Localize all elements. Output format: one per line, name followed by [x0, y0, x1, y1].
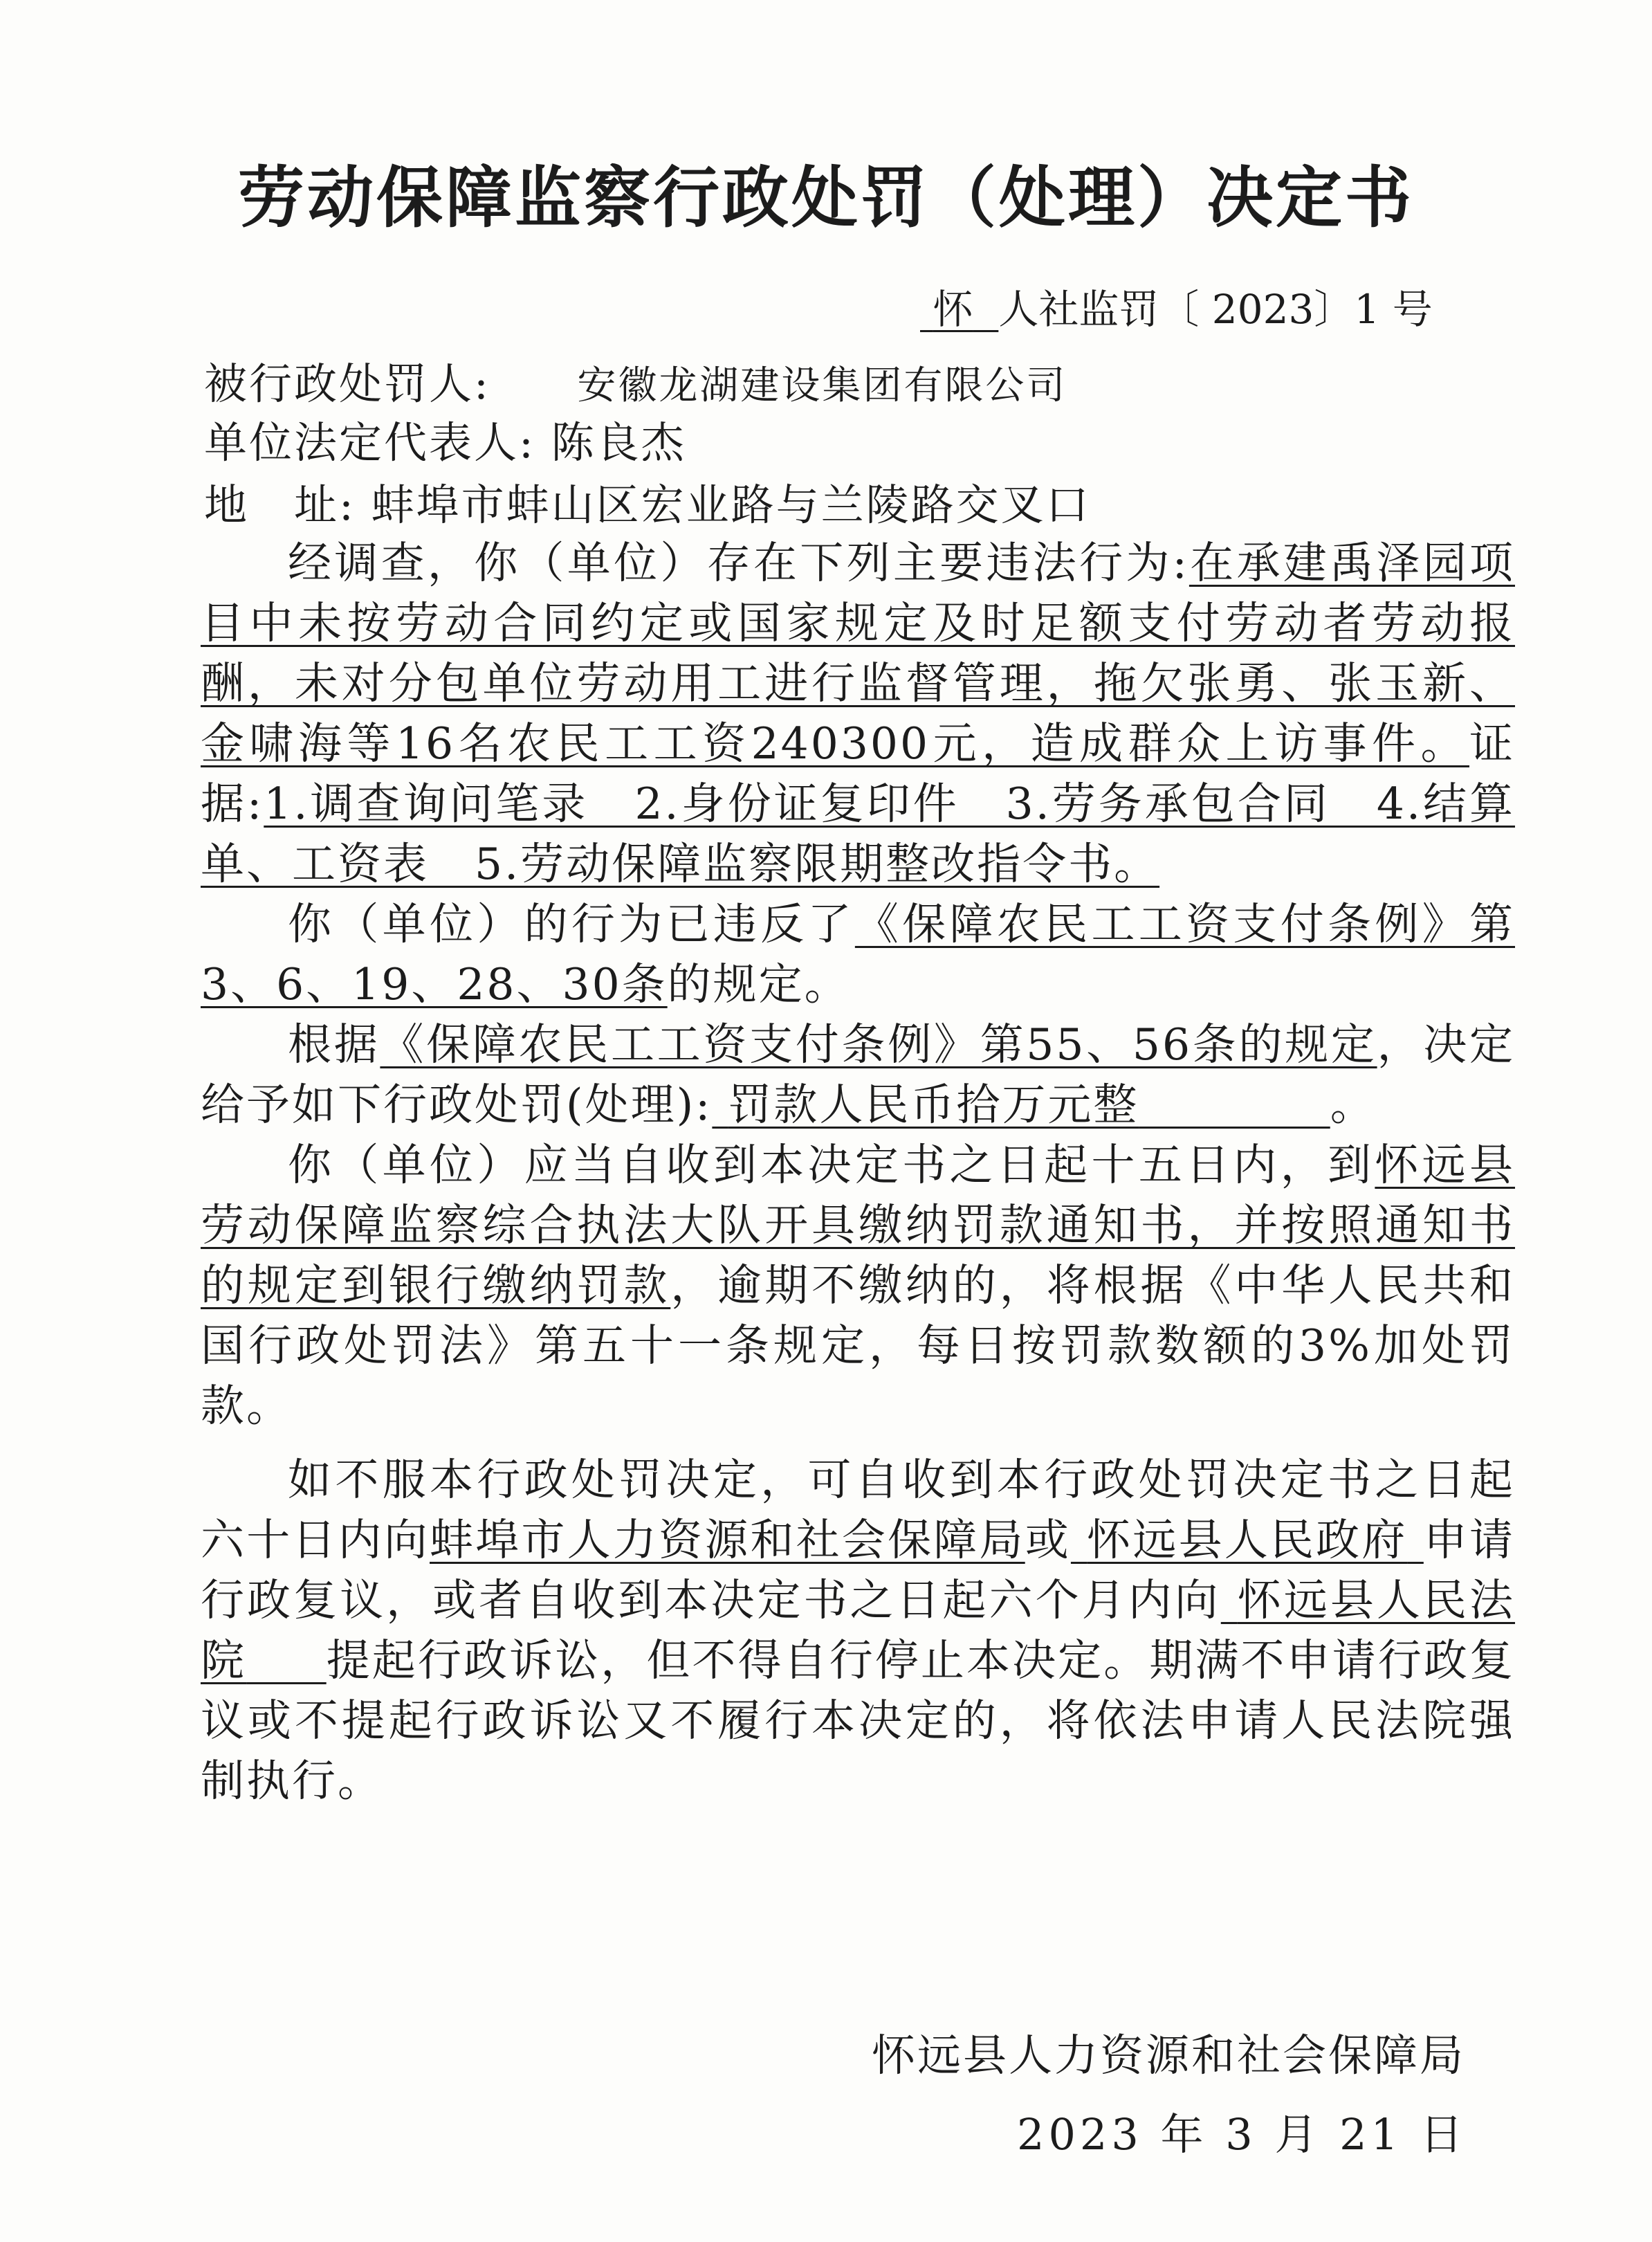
punished-party-row	[204, 349, 1067, 411]
punished-party-label: 被行政处罚人:	[204, 358, 490, 409]
appeal-authority-1: 蚌埠市人力资源和社会保障局	[430, 1515, 1025, 1565]
penalty-paragraph	[201, 1014, 1515, 1135]
address-row	[204, 471, 1091, 532]
appeal-authority-2: 怀远县人民政府	[1087, 1515, 1408, 1565]
payment-tail: ，逾期不缴纳的，将根据《中华人民共和国行政处罚法》第五十一条规定，每日按罚款数额的3%加处罚款。	[201, 1260, 1516, 1431]
legal-rep-label: 单位法定代表人:	[204, 417, 535, 468]
issuing-authority: 怀远县人力资源和社会保障局	[872, 2030, 1465, 2081]
issue-date: 2023 年 3 月 21 日	[1017, 2109, 1467, 2160]
penalty-tail: 。	[1330, 1079, 1376, 1130]
violation-lead: 经调查，你（单位）存在下列主要违法行为:	[288, 538, 1189, 588]
appeal-court: 怀远县人民法院	[201, 1575, 1516, 1686]
violation-paragraph	[201, 533, 1515, 894]
appeal-lead: 如不服本行政处罚决定，可自收到本行政处罚决定书之日起六十日内向	[201, 1455, 1515, 1565]
appeal-or: 或	[1025, 1515, 1071, 1565]
violated-law-reference: 《保障农民工工资支付条例》第3、6、19、28、30条	[201, 899, 1516, 1010]
evidence-label: 证据:	[201, 718, 1515, 829]
legal-rep-value: 陈良杰	[551, 417, 686, 468]
violated-law-lead: 你（单位）的行为已违反了	[288, 899, 855, 949]
address-value: 蚌埠市蚌山区宏业路与兰陵路交叉口	[371, 480, 1091, 530]
document-number-rest: 人社监罚〔 2023〕1 号	[998, 286, 1433, 333]
violated-law-tail: 的规定。	[667, 959, 850, 1010]
payment-place: 怀远县劳动保障监察综合执法大队开具缴纳罚款通知书，并按照通知书的规定到银行缴纳罚款	[201, 1140, 1515, 1311]
document-body	[201, 533, 1515, 1811]
payment-lead: 你（单位）应当自收到本决定书之日起十五日内，到	[288, 1140, 1375, 1190]
violated-law-paragraph	[201, 894, 1515, 1014]
penalty-amount: 罚款人民币拾万元整	[728, 1079, 1139, 1130]
appeal-tail: 提起行政诉讼，但不得自行停止本决定。期满不申请行政复议或不提起行政诉讼又不履行本决定的，将依法申请人民法院强制执行。	[201, 1635, 1515, 1806]
punished-party-value: 安徽龙湖建设集团有限公司	[577, 363, 1067, 408]
appeal-paragraph	[201, 1450, 1515, 1811]
penalty-lead: 根据	[288, 1019, 380, 1070]
address-label: 地 址:	[204, 480, 356, 530]
evidence-list: 1.调查询问笔录 2.身份证复印件 3.劳务承包合同 4.结算单、工资表 5.劳动保障监察限期整改指令书。	[201, 778, 1515, 889]
penalty-legal-basis: 《保障农民工工资支付条例》第55、56条的规定	[380, 1019, 1377, 1070]
legal-rep-row	[204, 408, 686, 470]
document-number	[920, 277, 1487, 335]
document-number-county: 怀	[933, 286, 973, 333]
violation-facts: 在承建禹泽园项目中未按劳动合同约定或国家规定及时足额支付劳动者劳动报酬，未对分包单位劳动用工进行监督管理，拖欠张勇、张玉新、金啸海等16名农民工工资240300元，造成群众上访事件。	[201, 538, 1515, 769]
document-title: 劳动保障监察行政处罚（处理）决定书	[238, 159, 1414, 237]
appeal-mid: 申请行政复议，或者自收到本决定书之日起六个月内向	[201, 1515, 1516, 1625]
payment-paragraph	[201, 1135, 1515, 1436]
penalty-mid: ，决定给予如下行政处罚(处理):	[201, 1019, 1516, 1130]
